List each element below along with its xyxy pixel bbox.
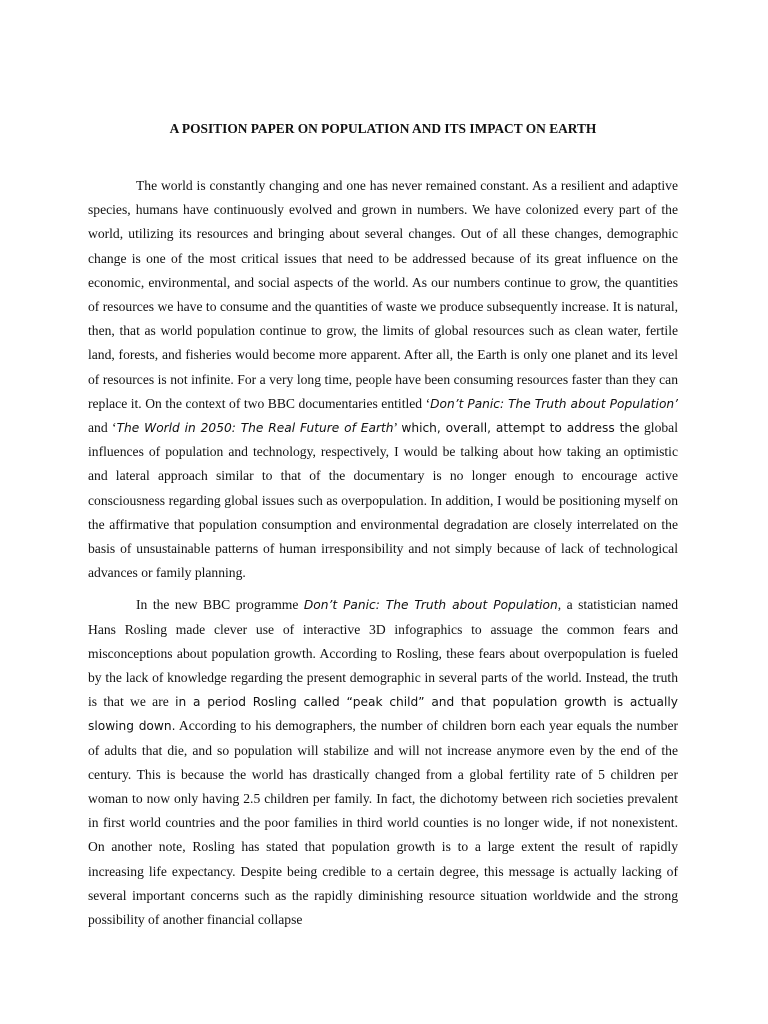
paragraph-1 bbox=[88, 174, 678, 585]
paragraph-1-segment-6: which, overall, attempt to address the bbox=[401, 421, 640, 436]
document-body bbox=[88, 174, 678, 940]
paragraph-2 bbox=[88, 593, 678, 932]
document-title: A POSITION PAPER ON POPULATION AND ITS IMPACT ON EARTH bbox=[169, 121, 597, 136]
paragraph-2-segment-3: , a statistician named Hans Rosling made clever use of interactive 3D infographics to assuage the common fears and misconceptions about population growth. According to Rosling, these fears about overpopulation is fueled by the lack of knowledge regarding the present demographic in several parts of the world. Instead, the truth is that we are bbox=[88, 597, 678, 710]
paragraph-1-documentary-title-2: The World in 2050: The Real Future of Earth bbox=[116, 421, 394, 436]
paragraph-1-documentary-title-1: Don’t Panic: The Truth about Population’ bbox=[430, 396, 678, 411]
paragraph-2-documentary-title: Don’t Panic: The Truth about Population bbox=[303, 598, 558, 613]
paragraph-2-segment-4: in a period Rosling called “peak child” and that population growth is actually slowing down. bbox=[88, 695, 678, 734]
paragraph-2-segment-1: In the new BBC programme bbox=[136, 597, 304, 613]
paragraph-2-segment-5: According to his demographers, the number of children born each year equals the number of adults that die, and so population will stabilize and will not increase anymore even by the end of the century. This is because the world has drastically changed from a global fertility rate of 5 children per woman to now only having 2.5 children per family. In fact, the dichotomy between rich societies prevalent in first world countries and the poor families in third world counties is no longer wide, if not nonexistent. On another note, Rosling has stated that population growth is to a large extent the result of rapidly increasing life expectancy. Despite being credible to a certain degree, this message is actually lacking of several important concerns such as the rapidly diminishing resource situation worldwide and the strong possibility of another financial collapse bbox=[88, 718, 679, 928]
paragraph-1-segment-5: ’ bbox=[393, 420, 402, 436]
paragraph-1-segment-3: and ‘ bbox=[88, 420, 117, 436]
paragraph-1-segment-7: global influences of population and technology, respectively, I would be talking about how taking an optimistic and lateral approach similar to that of the documentary is no longer enough to encourage active consciousness regarding global issues such as overpopulation. In addition, I would be positioning myself on the affirmative that population consumption and environmental degradation are closely interrelated on the basis of unsustainable patterns of human irresponsibility and not simply because of lack of technological advances or family planning. bbox=[88, 420, 678, 581]
paragraph-1-segment-1: The world is constantly changing and one has never remained constant. As a resilient and adaptive species, humans have continuously evolved and grown in numbers. We have colonized every part of the world, utilizing its resources and bringing about several changes. Out of all these changes, demographic change is one of the most critical issues that need to be addressed because of its great influence on the economic, environmental, and social aspects of the world. As our numbers continue to grow, the quantities of resources we have to consume and the quantities of waste we produce subsequently increase. It is natural, then, that as world population continue to grow, the limits of global resources such as clean water, fertile land, forests, and fisheries would become more apparent. After all, the Earth is only one planet and its level of resources is not infinite. For a very long time, people have been consuming resources faster than they can replace it. On the context of two BBC documentaries entitled ‘ bbox=[88, 178, 678, 411]
